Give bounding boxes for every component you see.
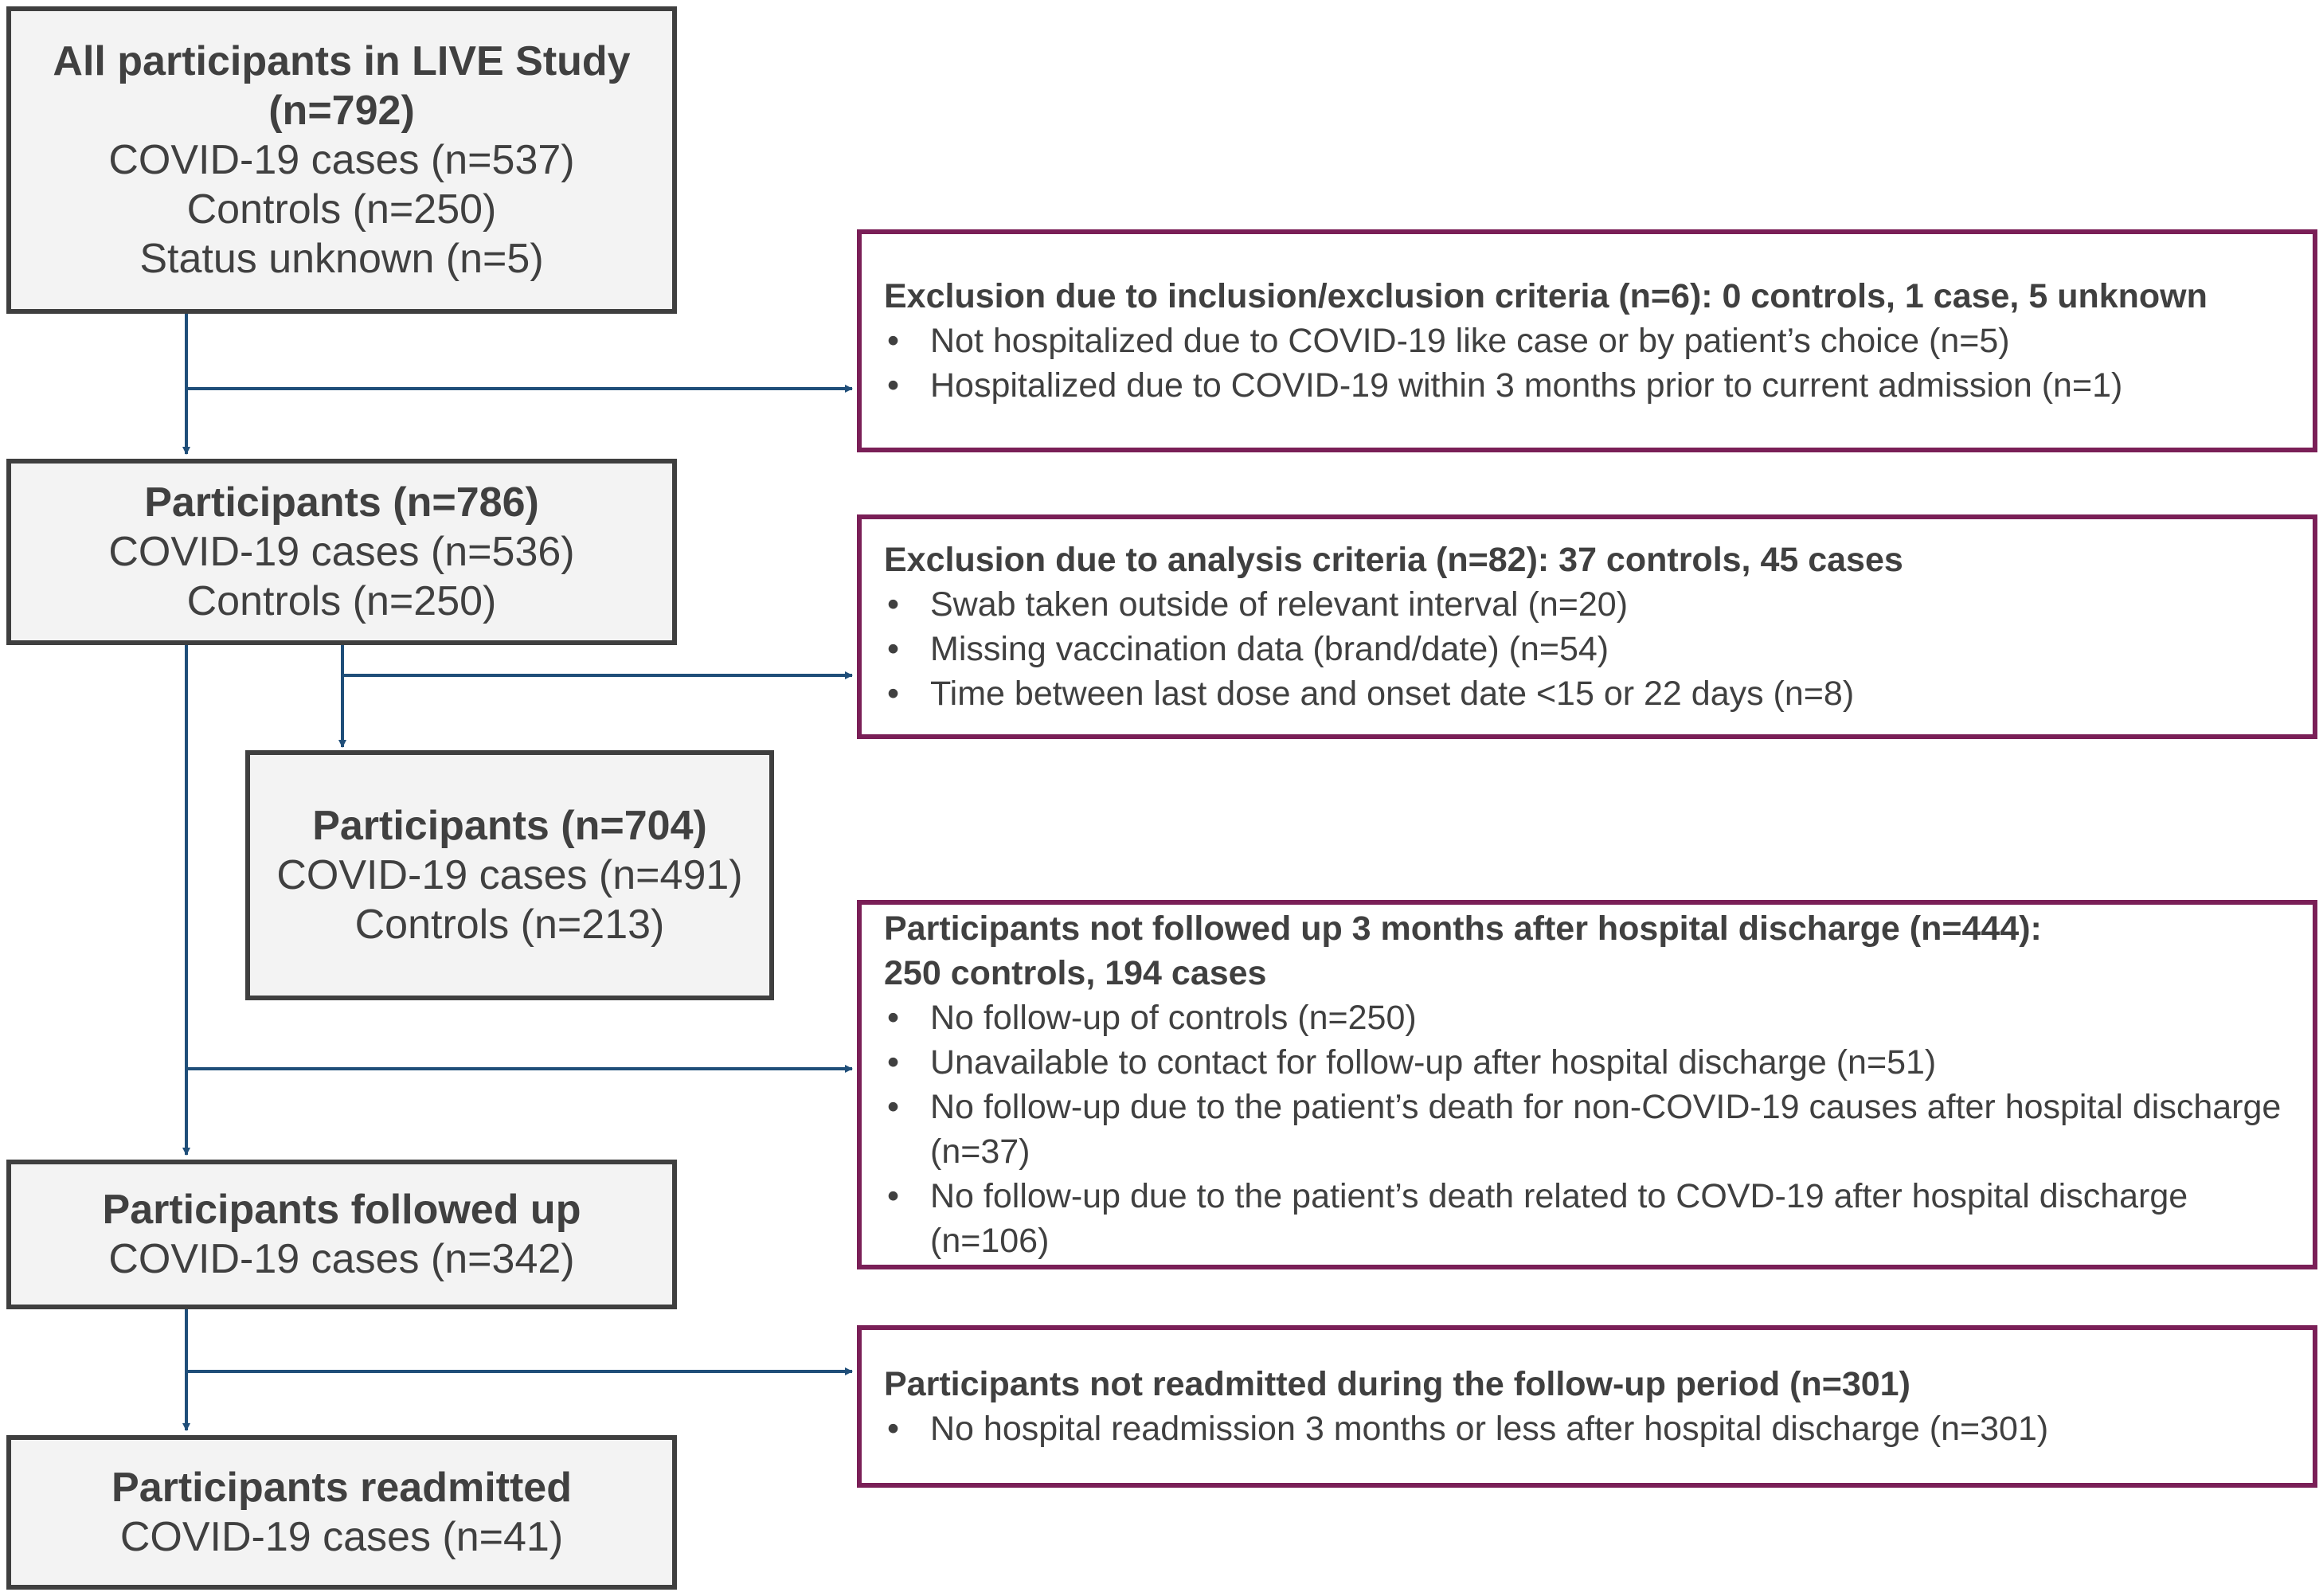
box-704-cases: COVID-19 cases (n=491) <box>276 852 743 898</box>
box-all-unknown: Status unknown (n=5) <box>139 236 544 282</box>
box-704-controls: Controls (n=213) <box>354 902 665 948</box>
box-all-cases: COVID-19 cases (n=537) <box>108 137 575 183</box>
box-participants-704 <box>245 750 774 1000</box>
exclusion-3-item: • No follow-up due to the patient’s death for non-COVID-19 causes after hospital discharge (n=37) <box>884 1085 2298 1174</box>
exclusion-box-analysis-criteria <box>857 514 2317 739</box>
box-participants-readmitted <box>6 1435 677 1590</box>
exclusion-1-item: • Hospitalized due to COVID-19 within 3 months prior to current admission (n=1) <box>884 363 2298 408</box>
box-all-participants <box>6 6 677 314</box>
box-readmitted-title: Participants readmitted <box>111 1465 572 1511</box>
box-followed-title: Participants followed up <box>102 1187 581 1233</box>
exclusion-3-item: • Unavailable to contact for follow-up after hospital discharge (n=51) <box>884 1040 2298 1085</box>
exclusion-4-title: Participants not readmitted during the follow-up period (n=301) <box>884 1365 1910 1403</box>
exclusion-3-item: • No follow-up of controls (n=250) <box>884 996 2298 1040</box>
box-followed-cases: COVID-19 cases (n=342) <box>108 1236 575 1282</box>
box-704-title: Participants (n=704) <box>312 803 707 849</box>
box-all-controls: Controls (n=250) <box>186 186 497 233</box>
exclusion-2-item: • Missing vaccination data (brand/date) (n=54) <box>884 627 2298 671</box>
exclusion-box-inclusion-criteria <box>857 229 2317 452</box>
box-all-total: (n=792) <box>268 88 415 134</box>
exclusion-1-item: • Not hospitalized due to COVID-19 like case or by patient’s choice (n=5) <box>884 319 2298 363</box>
exclusion-3-subtitle: 250 controls, 194 cases <box>884 954 1267 992</box>
exclusion-box-not-followed-up <box>857 900 2317 1269</box>
box-786-controls: Controls (n=250) <box>186 578 497 624</box>
box-participants-followed-up <box>6 1160 677 1309</box>
exclusion-3-item: • No follow-up due to the patient’s death related to COVD-19 after hospital discharge (n=106) <box>884 1174 2298 1263</box>
exclusion-2-item: • Time between last dose and onset date <15 or 22 days (n=8) <box>884 671 2298 716</box>
exclusion-2-item: • Swab taken outside of relevant interval (n=20) <box>884 582 2298 627</box>
exclusion-1-title: Exclusion due to inclusion/exclusion criteria (n=6): 0 controls, 1 case, 5 unknown <box>884 277 2208 315</box>
exclusion-4-item: • No hospital readmission 3 months or less after hospital discharge (n=301) <box>884 1406 2298 1451</box>
exclusion-2-title: Exclusion due to analysis criteria (n=82): 37 controls, 45 cases <box>884 541 1903 579</box>
box-participants-786 <box>6 459 677 645</box>
exclusion-box-not-readmitted <box>857 1325 2317 1488</box>
box-all-title: All participants in LIVE Study <box>53 38 631 84</box>
exclusion-3-title: Participants not followed up 3 months after hospital discharge (n=444): <box>884 909 2042 948</box>
box-786-title: Participants (n=786) <box>144 479 539 526</box>
box-786-cases: COVID-19 cases (n=536) <box>108 529 575 575</box>
box-readmitted-cases: COVID-19 cases (n=41) <box>119 1514 564 1560</box>
